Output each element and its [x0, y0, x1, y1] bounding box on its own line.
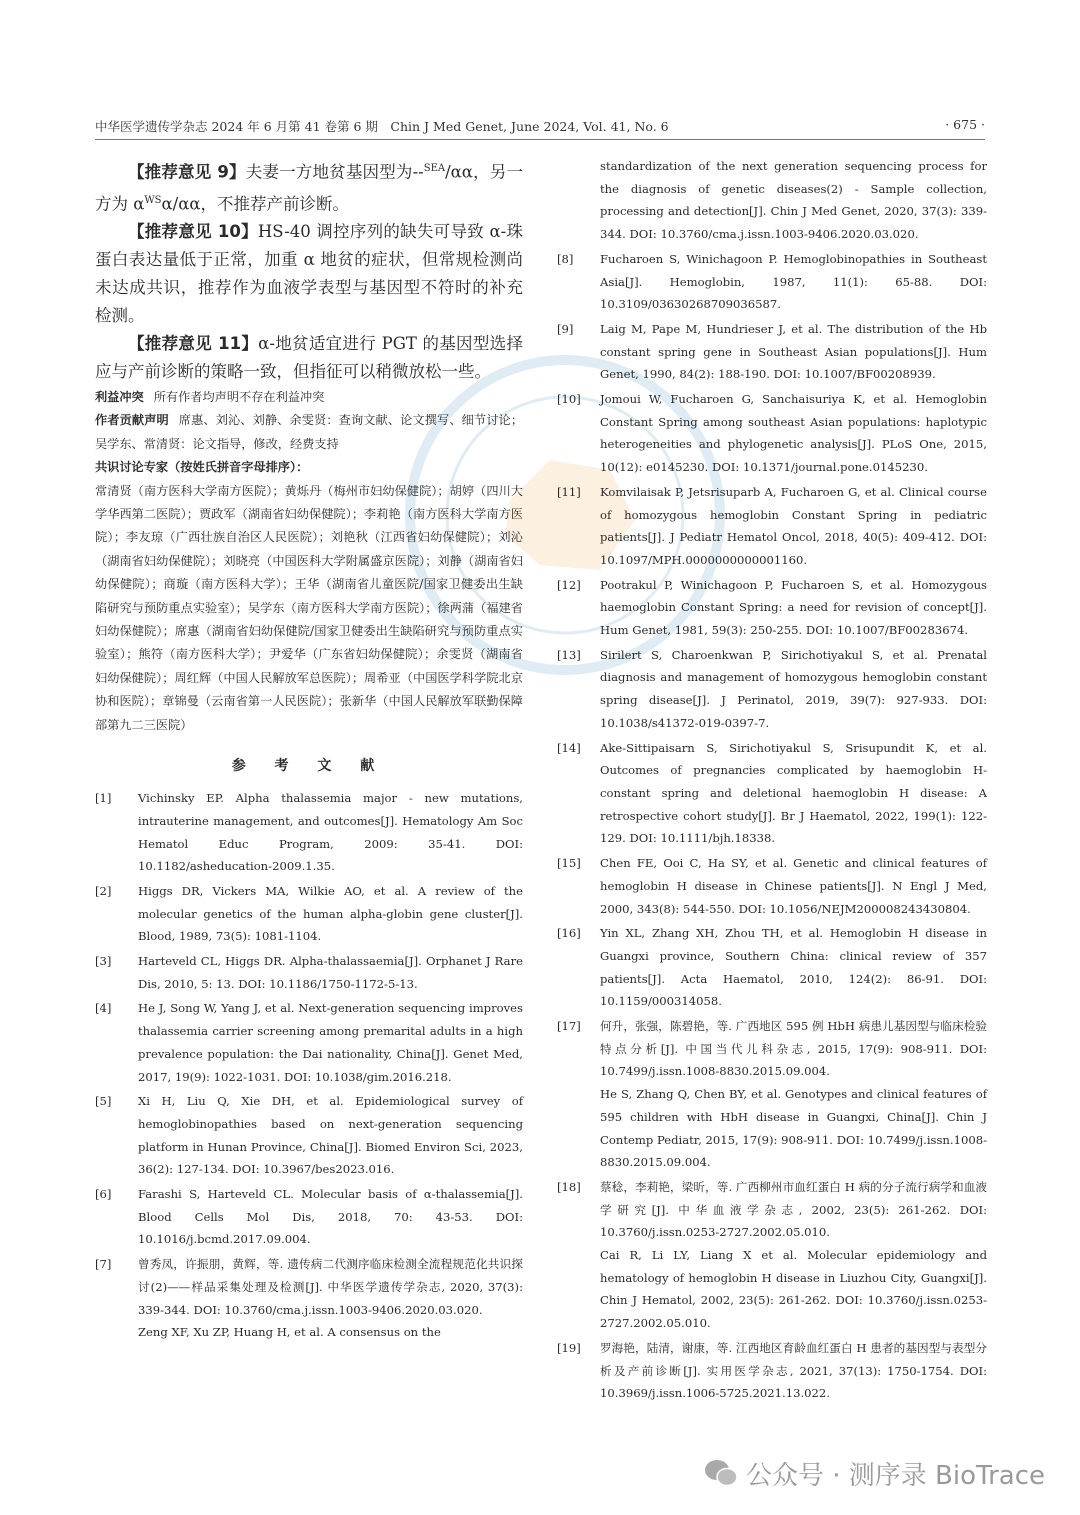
reference-item: [16] Yin XL, Zhang XH, Zhou TH, et al. Hemoglobin H disease in Guangxi province, Southern China: clinical review of 357 patients[J]. Acta Haematol, 2010, 124(2): 86-91. DOI: 10.1159/000314058. — [557, 926, 987, 1009]
recommendation-label: 【推荐意见 9】 — [128, 162, 246, 182]
reference-continuation: standardization of the next generation sequencing process for the diagnosis of genetic diseases(2) - Sample collection, processing and detection[J]. Chin J Med Genet, 2020, 37(3): 339-344. DOI: 10.3760/cma.j.issn.1003-9406.2020.03.020. — [600, 159, 987, 242]
reference-translation: He S, Zhang Q, Chen BY, et al. Genotypes and clinical features of 595 children with HbH disease in Guangxi, China[J]. Chin J Contemp Pediatr, 2015, 17(9): 908-911. DOI: 10.7499/j.issn.1008-8830.2015.09.004. — [600, 1087, 987, 1170]
reference-item: [15] Chen FE, Ooi C, Ha SY, et al. Genetic and clinical features of hemoglobin H disease in Chinese patients[J]. N Engl J Med, 2000, 343(8): 544-550. DOI: 10.1056/NEJM200008243430804. — [557, 856, 987, 916]
reference-item: [17] 何升，张强，陈碧艳，等. 广西地区 595 例 HbH 病患儿基因型与临床检验特点分析[J]. 中国当代儿科杂志, 2015, 17(9): 908-911. DOI: 10.7499/j.issn.1008-8830.2015.09.004. He S, Zhang Q, Chen BY, et al. Genotypes and clinical features of 595 children with HbH disease in Guangxi, China[J]. Chin J Contemp Pediatr, 2015, 17(9): 908-911. DOI: 10.7499/j.issn.1008-8830.2015.09.004. — [557, 1015, 987, 1174]
recommendation-label: 【推荐意见 10】 — [128, 222, 258, 241]
recommendation-9: 【推荐意见 9】夫妻一方地贫基因型为--$^{SEA}$/αα，另一方为 $\alpha^{WS}\alpha/\alpha\alpha$，不推荐产前诊断。 — [95, 162, 524, 213]
reference-item: [14] Ake-Sittipaisarn S, Sirichotiyakul S, Srisupundit K, et al. Outcomes of pregnancies complicated by haemoglobin H-constant spring and deletional haemoglobin H disease: A retrospective cohort study[J]. Br J Haematol, 2022, 199(1): 122-129. DOI: 10.1111/bjh.18338. — [557, 740, 987, 846]
reference-translation: Cai R, Li LY, Liang X et al. Molecular epidemiology and hematology of hemoglobin H disease in Liuzhou City, Guangxi[J]. Chin J Hematol, 2002, 23(5): 261-262. DOI: 10.3760/j.issn.0253-2727.2002.05.010. — [600, 1248, 987, 1331]
expert-list: 共识讨论专家（按姓氏拼音字母排序）： 常清贤（南方医科大学南方医院）；黄烁丹（梅州市妇幼保健院）；胡婷（四川大学华西第二医院）；贾政军（湖南省妇幼保健院）；李莉艳（南方医科大学南方医院）；李友琼（广西壮族自治区人民医院）；刘艳秋（江西省妇幼保健院）；刘沁（湖南省妇幼保健院）；刘晓亮（中国医科大学附属盛京医院）；刘静（湖南省妇幼保健院）；商璇（南方医科大学）；王华（湖南省儿童医院/国家卫健委出生缺陷研究与预防重点实验室）；吴学东（南方医科大学南方医院）；徐两蒲（福建省妇幼保健院）；席惠（湖南省妇幼保健院/国家卫健委出生缺陷研究与预防重点实验室）；熊符（南方医科大学）；尹爱华（广东省妇幼保健院）；余雯贤（湖南省妇幼保健院）；周红辉（中国人民解放军总医院）；周希亚（中国医学科学院北京协和医院）；章锦曼（云南省第一人民医院）；张新华（中国人民解放军联勤保障部第九二三医院） — [95, 460, 523, 732]
reference-item: [7] 曾秀凤，许振朋，黄辉，等. 遗传病二代测序临床检测全流程规范化共识探讨(2)——样品采集处理及检测[J]. 中华医学遗传学杂志, 2020, 37(3): 339-344. DOI: 10.3760/cma.j.issn.1003-9406.2020.03.020. Zeng XF, Xu ZP, Huang H, et al. A consensus on the — [95, 1253, 523, 1344]
recommendation-11: 【推荐意见 11】α-地贫适宜进行 PGT 的基因型选择应与产前诊断的策略一致，但指征可以稍微放松一些。 — [95, 334, 523, 381]
conflict-of-interest: 利益冲突 所有作者均声明不存在利益冲突 — [95, 390, 325, 404]
reference-item: [9] Laig M, Pape M, Hundrieser J, et al. The distribution of the Hb constant spring gene in Southeast Asian populations[J]. Hum Genet, 1990, 84(2): 188-190. DOI: 10.1007/BF00208939. — [557, 321, 987, 382]
wechat-icon — [704, 1458, 738, 1488]
reference-item: [10] Jomoui W, Fucharoen G, Sanchaisuriya K, et al. Hemoglobin Constant Spring among southeast Asian populations: haplotypic heterogeneities and phylogenetic analysis[J]. PLoS One, 2015, 10(12): e0145230. DOI: 10.1371/journal.pone.0145230. — [557, 392, 987, 475]
wechat-watermark: 公众号 · 测序录 BioTrace — [704, 1455, 1045, 1491]
running-header — [95, 117, 985, 137]
author-contribution: 作者贡献声明 席惠、刘沁、刘静、余雯贤：查询文献、论文撰写、细节讨论；吴学东、常清贤：论文指导，修改，经费支持 — [95, 413, 524, 451]
reference-item: [11] Komvilaisak P, Jetsrisuparb A, Fucharoen G, et al. Clinical course of homozygous hemoglobin Constant Spring in pediatric patients[J]. J Pediatr Hematol Oncol, 2018, 40(5): 409-412. DOI: 10.1097/MPH.0000000000001160. — [557, 484, 987, 567]
right-column — [557, 155, 987, 1407]
journal-citation: 中华医学遗传学杂志 2024 年 6 月第 41 卷第 6 期 Chin J Med Genet, June 2024, Vol. 41, No. 6 — [95, 119, 669, 134]
recommendation-10: 【推荐意见 10】HS-40 调控序列的缺失可导致 α-珠蛋白表达量低于正常，加重 α 地贫的症状，但常规检测尚未达成共识，推荐作为血液学表型与基因型不符时的补充检测。 — [95, 222, 523, 325]
page-number: · 675 · — [945, 117, 985, 132]
left-column — [95, 155, 523, 1346]
reference-item: [5] Xi H, Liu Q, Xie DH, et al. Epidemiological survey of hemoglobinopathies based on next-generation sequencing platform in Hunan Province, China[J]. Biomed Environ Sci, 2023, 36(2): 127-134. DOI: 10.3967/bes2023.016. — [95, 1094, 523, 1177]
reference-item: [13] Sirilert S, Charoenkwan P, Sirichotiyakul S, et al. Prenatal diagnosis and management of homozygous hemoglobin constant spring disease[J]. J Perinatol, 2019, 39(7): 927-933. DOI: 10.1038/s41372-019-0397-7. — [557, 647, 987, 730]
reference-list-right — [557, 248, 987, 1405]
reference-item: [3] Harteveld CL, Higgs DR. Alpha-thalassaemia[J]. Orphanet J Rare Dis, 2010, 5: 13. DOI: 10.1186/1750-1172-5-13. — [95, 954, 523, 991]
reference-item: [2] Higgs DR, Vickers MA, Wilkie AO, et al. A review of the molecular genetics of the human alpha-globin gene cluster[J]. Blood, 1989, 73(5): 1081-1104. — [95, 883, 523, 944]
recommendation-label: 【推荐意见 11】 — [128, 334, 259, 353]
reference-item: [8] Fucharoen S, Winichagoon P. Hemoglobinopathies in Southeast Asia[J]. Hemoglobin, 1987, 11(1): 65-88. DOI: 10.3109/03630268709036587. — [557, 251, 987, 312]
reference-item: [4] He J, Song W, Yang J, et al. Next-generation sequencing improves thalassemia carrier screening among premarital adults in a high prevalence population: the Dai nationality, China[J]. Genet Med, 2017, 19(9): 1022-1031. DOI: 10.1038/gim.2016.218. — [95, 1001, 523, 1084]
header-divider — [95, 139, 985, 140]
references-heading: 参 考 文 献 — [231, 758, 387, 775]
reference-item: [12] Pootrakul P, Winichagoon P, Fucharoen S, et al. Homozygous haemoglobin Constant Spring: a need for revision of concept[J]. Hum Genet, 1981, 59(3): 250-255. DOI: 10.1007/BF00283674. — [557, 577, 987, 638]
reference-item: [6] Farashi S, Harteveld CL. Molecular basis of α-thalassemia[J]. Blood Cells Mol Dis, 2018, 70: 43-53. DOI: 10.1016/j.bcmd.2017.09.004. — [95, 1187, 523, 1247]
reference-translation: Zeng XF, Xu ZP, Huang H, et al. A consensus on the — [138, 1325, 441, 1340]
reference-item: [19] 罗海艳，陆清，谢康，等. 江西地区育龄血红蛋白 H 患者的基因型与表型分析及产前诊断[J]. 实用医学杂志, 2021, 37(13): 1750-1754. DOI: 10.3969/j.issn.1006-5725.2021.13.022. — [557, 1340, 987, 1401]
reference-item: [1] Vichinsky EP. Alpha thalassemia major - new mutations, intrauterine management, and outcomes[J]. Hematology Am Soc Hematol Educ Program, 2009: 35-41. DOI: 10.1182/asheducation-2009.1.35. — [95, 791, 523, 874]
reference-item: [18] 蔡稔，李莉艳，梁昕，等. 广西柳州市血红蛋白 H 病的分子流行病学和血液学研究[J]. 中华血液学杂志, 2002, 23(5): 261-262. DOI: 10.3760/j.issn.0253-2727.2002.05.010. Cai R, Li LY, Liang X et al. Molecular epidemiology and hematology of hemoglobin H disease in Liuzhou City, Guangxi[J]. Chin J Hematol, 2002, 23(5): 261-262. DOI: 10.3760/j.issn.0253-2727.2002.05.010. — [557, 1176, 987, 1335]
reference-list-left — [95, 787, 523, 1344]
